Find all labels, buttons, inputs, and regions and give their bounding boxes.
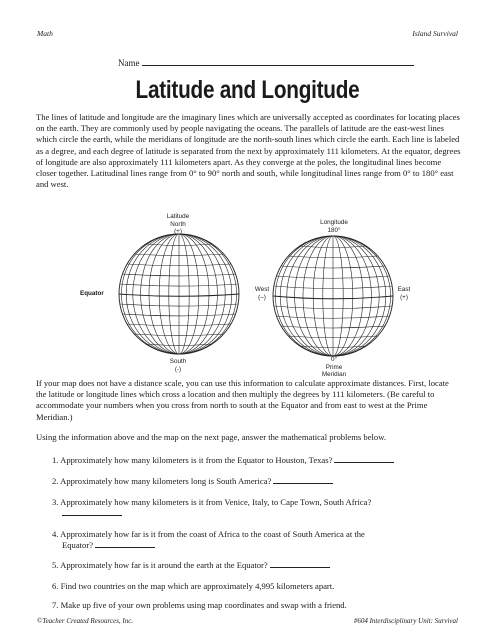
question-1: 1. Approximately how many kilometers is it from the Equator to Houston, Texas? <box>52 455 462 466</box>
east-label-group <box>392 286 416 301</box>
name-label: Name <box>118 58 140 68</box>
longitude-label-group <box>309 219 359 234</box>
west-sign: (–) <box>258 293 266 301</box>
header-unit: Island Survival <box>412 29 458 38</box>
east-label: East <box>397 286 411 293</box>
north-sign: (+) <box>174 228 182 235</box>
east-sign: (+) <box>400 293 408 301</box>
longitude-title: Longitude <box>320 219 348 226</box>
answer-blank <box>62 508 122 516</box>
name-field <box>118 57 414 68</box>
latitude-title: Latitude <box>166 213 190 220</box>
zero-degree: 0° <box>330 356 338 363</box>
prime-label: Prime <box>325 363 343 371</box>
intro-paragraph: The lines of latitude and longitude are the imaginary lines which are universally accepted as coordinates for locating places on the earth. They are commonly used by people navigating the oceans. The parallels of latitude are the east-west lines which circle the earth, while the meridians of longitude are the north-south lines which circle the earth. Each line is labeled as a degree, and each degree of latitude is separated from the next by approximately 111 kilometers. At the equator, degrees of longitude are also approximately 111 kilometers apart. As they converge at the poles, the longitudinal lines become closer together. Latitudinal lines range from 0° to 90° north and south, while longitudinal lines range from 0° to 180° east and west. <box>36 112 461 190</box>
west-label: West <box>254 286 270 293</box>
answer-blank <box>334 455 394 463</box>
meridian-label: Meridian <box>321 371 347 378</box>
answer-blank <box>95 540 155 548</box>
south-label-group <box>156 358 200 373</box>
latitude-globe <box>117 232 241 356</box>
scale-paragraph: If your map does not have a distance scale, you can use this information to calculate approximate distances. First, locate the latitude or longitude lines which cross a location and then multiply the degrees by 111 kilometers. (Be careful to accommodate your numbers when you cross from north to south at the Equator and from east to west at the Prime Meridian.) <box>36 378 449 422</box>
question-2: 2. Approximately how many kilometers long is South America? <box>52 476 462 487</box>
equator-label: Equator <box>80 290 104 297</box>
page-title: Latitude and Longitude <box>135 76 360 104</box>
west-label-group <box>250 286 274 301</box>
prime-meridian-label-group <box>312 356 356 379</box>
name-blank <box>142 57 414 66</box>
north-label: North <box>170 220 186 228</box>
question-4: 4. Approximately how far is it from the coast of Africa to the coast of South America at the Equator? <box>52 529 365 551</box>
longitude-max: 180° <box>327 226 341 234</box>
question-7: 7. Make up five of your own problems using map coordinates and swap with a friend. <box>52 600 347 610</box>
header-subject: Math <box>37 29 53 38</box>
footer-book: #604 Interdisciplinary Unit: Survival <box>353 617 458 625</box>
instructions: Using the information above and the map on the next page, answer the mathematical problems below. <box>36 432 387 442</box>
answer-blank <box>270 560 330 568</box>
question-6: 6. Find two countries on the map which are approximately 4,995 kilometers apart. <box>52 581 335 591</box>
south-label: South <box>169 358 187 365</box>
longitude-globe <box>271 234 395 358</box>
footer-publisher: ©Teacher Created Resources, Inc. <box>37 617 134 625</box>
answer-blank <box>273 476 333 484</box>
question-3: 3. Approximately how many kilometers is it from Venice, Italy, to Cape Town, South Africa? <box>52 497 462 519</box>
question-5: 5. Approximately how far is it around the earth at the Equator? <box>52 560 462 571</box>
south-sign: (-) <box>174 365 182 373</box>
